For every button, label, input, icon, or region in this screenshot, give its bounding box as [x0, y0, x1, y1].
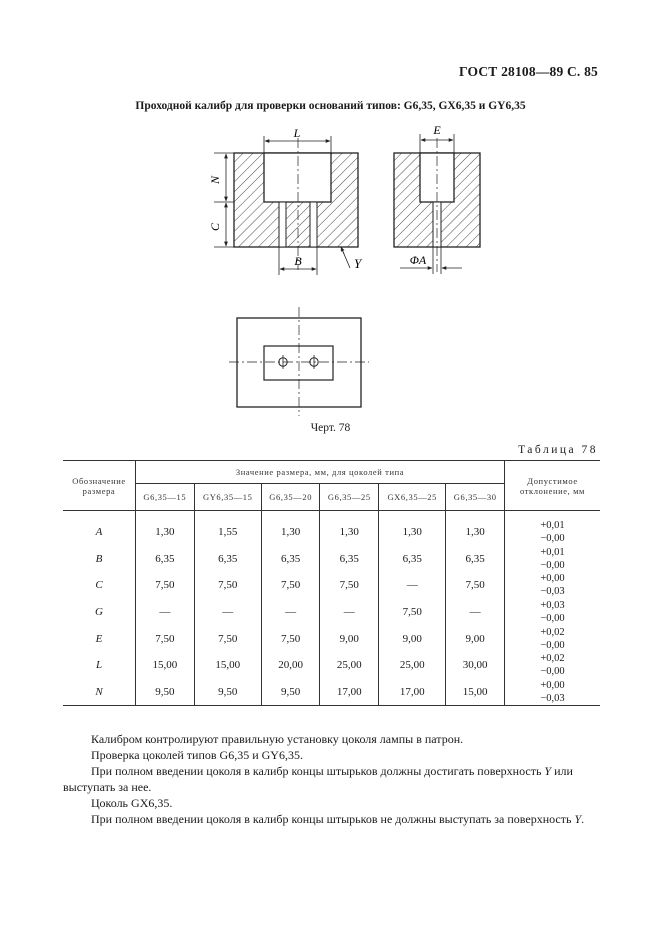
value-cell: 25,00 [320, 652, 379, 679]
paragraph-3-text: При полном введении цоколя в калибр концы штырьков должны достигать поверхность [91, 764, 545, 778]
value-cell: 7,50 [261, 625, 320, 652]
value-cell: 6,35 [379, 546, 446, 573]
table-row [63, 599, 600, 626]
header-param: Обозначение размера [63, 461, 136, 511]
header-type: G6,35—30 [446, 484, 505, 511]
value-cell: 6,35 [320, 546, 379, 573]
value-cell: 15,00 [136, 652, 195, 679]
table-row [63, 546, 600, 573]
value-cell: 9,50 [194, 679, 261, 706]
value-cell: 20,00 [261, 652, 320, 679]
value-cell: 1,30 [136, 511, 195, 546]
paragraph-4: Цоколь GX6,35. [91, 796, 173, 810]
paragraph-5-end: . [581, 812, 585, 826]
param-name: G [95, 606, 103, 619]
figure-caption: Черт. 78 [310, 422, 351, 434]
tolerance-cell [505, 679, 601, 706]
header-tolerance: Допустимое отклонение, мм [505, 461, 601, 511]
value-cell: 17,00 [320, 679, 379, 706]
value-cell: 1,30 [379, 511, 446, 546]
table-row [63, 679, 600, 706]
value-cell: 7,50 [194, 572, 261, 599]
paragraph-5-text: При полном введении цоколя в калибр концы штырьков не должны выступать за поверхность [91, 812, 575, 826]
value-cell: 7,50 [446, 572, 505, 599]
table-label: Таблица 78 [518, 444, 598, 456]
tolerance-cell [505, 652, 601, 679]
tolerance-cell [505, 511, 601, 546]
value-cell: 17,00 [379, 679, 446, 706]
value-cell: 9,00 [446, 625, 505, 652]
header-type: G6,35—15 [136, 484, 195, 511]
tolerance-upper: +0,00 [540, 679, 565, 691]
dim-label-E: E [433, 123, 441, 137]
table-row [63, 511, 600, 546]
param-name: C [95, 579, 103, 592]
plan-view [229, 307, 369, 416]
figure-title: Проходной калибр для проверки оснований типов: G6,35, GX6,35 и GY6,35 [135, 100, 526, 112]
surface-y-ref: Y [544, 764, 552, 778]
value-cell: 7,50 [320, 572, 379, 599]
value-cell: 1,30 [261, 511, 320, 546]
value-cell: 9,00 [320, 625, 379, 652]
value-cell: 15,00 [446, 679, 505, 706]
value-cell: 1,30 [446, 511, 505, 546]
table-row [63, 572, 600, 599]
value-cell: 9,00 [379, 625, 446, 652]
param-name: E [95, 632, 103, 645]
tolerance-upper: +0,01 [540, 546, 565, 558]
header-type: G6,35—20 [261, 484, 320, 511]
gauge-drawing [0, 0, 661, 420]
value-cell: 7,50 [261, 572, 320, 599]
paragraph-3-end: или выступать за нее. [63, 764, 573, 794]
value-cell: 1,30 [320, 511, 379, 546]
tolerance-lower: −0,00 [540, 533, 565, 545]
value-cell: 15,00 [194, 652, 261, 679]
paragraph-1: Калибром контролируют правильную установку цоколя лампы в патрон. [91, 732, 464, 746]
page-header: ГОСТ 28108—89 С. 85 [459, 64, 598, 79]
value-cell: — [320, 599, 379, 626]
dim-label-C: C [208, 222, 222, 232]
tolerance-upper: +0,01 [540, 520, 565, 532]
dim-label-B: B [294, 254, 302, 268]
dim-label-A: ΦA [409, 253, 427, 267]
header-type: GX6,35—25 [379, 484, 446, 511]
value-cell: 6,35 [261, 546, 320, 573]
tolerance-upper: +0,03 [540, 600, 565, 612]
value-cell: 30,00 [446, 652, 505, 679]
value-cell: — [194, 599, 261, 626]
value-cell: 7,50 [136, 572, 195, 599]
header-type: G6,35—25 [320, 484, 379, 511]
param-name: L [95, 659, 103, 672]
tolerance-cell [505, 546, 601, 573]
section-view-left [208, 126, 363, 275]
value-cell: 7,50 [136, 625, 195, 652]
table-row [63, 625, 600, 652]
value-cell: — [379, 572, 446, 599]
tolerance-lower: −0,00 [540, 559, 565, 571]
dim-label-Y: Y [354, 256, 362, 271]
paragraph-5 [63, 811, 600, 827]
value-cell: 9,50 [261, 679, 320, 706]
tolerance-upper: +0,02 [540, 653, 565, 665]
tolerance-lower: −0,00 [540, 613, 565, 625]
param-name: N [95, 685, 103, 698]
value-cell: — [446, 599, 505, 626]
value-cell: 25,00 [379, 652, 446, 679]
value-cell: — [261, 599, 320, 626]
header-group: Значение размера, мм, для цоколей типа [136, 461, 505, 484]
value-cell: — [136, 599, 195, 626]
param-name: A [95, 526, 103, 539]
value-cell: 9,50 [136, 679, 195, 706]
value-cell: 7,50 [194, 625, 261, 652]
tolerance-cell [505, 599, 601, 626]
dim-label-L: L [293, 126, 301, 140]
value-cell: 6,35 [194, 546, 261, 573]
value-cell: 7,50 [379, 599, 446, 626]
surface-y-ref-2: Y [574, 812, 582, 826]
value-cell: 6,35 [136, 546, 195, 573]
paragraph-2: Проверка цоколей типов G6,35 и GY6,35. [91, 748, 303, 762]
header-type: GY6,35—15 [194, 484, 261, 511]
value-cell: 1,55 [194, 511, 261, 546]
section-view-right [394, 123, 480, 274]
tolerance-lower: −0,03 [540, 586, 565, 598]
tolerance-lower: −0,00 [540, 666, 565, 678]
tolerance-upper: +0,00 [540, 573, 565, 585]
tolerance-cell [505, 625, 601, 652]
tolerance-lower: −0,00 [540, 639, 565, 651]
tolerance-cell [505, 572, 601, 599]
param-name: B [95, 552, 103, 565]
table-row [63, 652, 600, 679]
paragraph-3 [63, 763, 600, 795]
dimensions-table [63, 460, 600, 706]
dim-label-N: N [208, 175, 222, 185]
tolerance-upper: +0,02 [540, 626, 565, 638]
value-cell: 6,35 [446, 546, 505, 573]
tolerance-lower: −0,03 [540, 692, 565, 704]
